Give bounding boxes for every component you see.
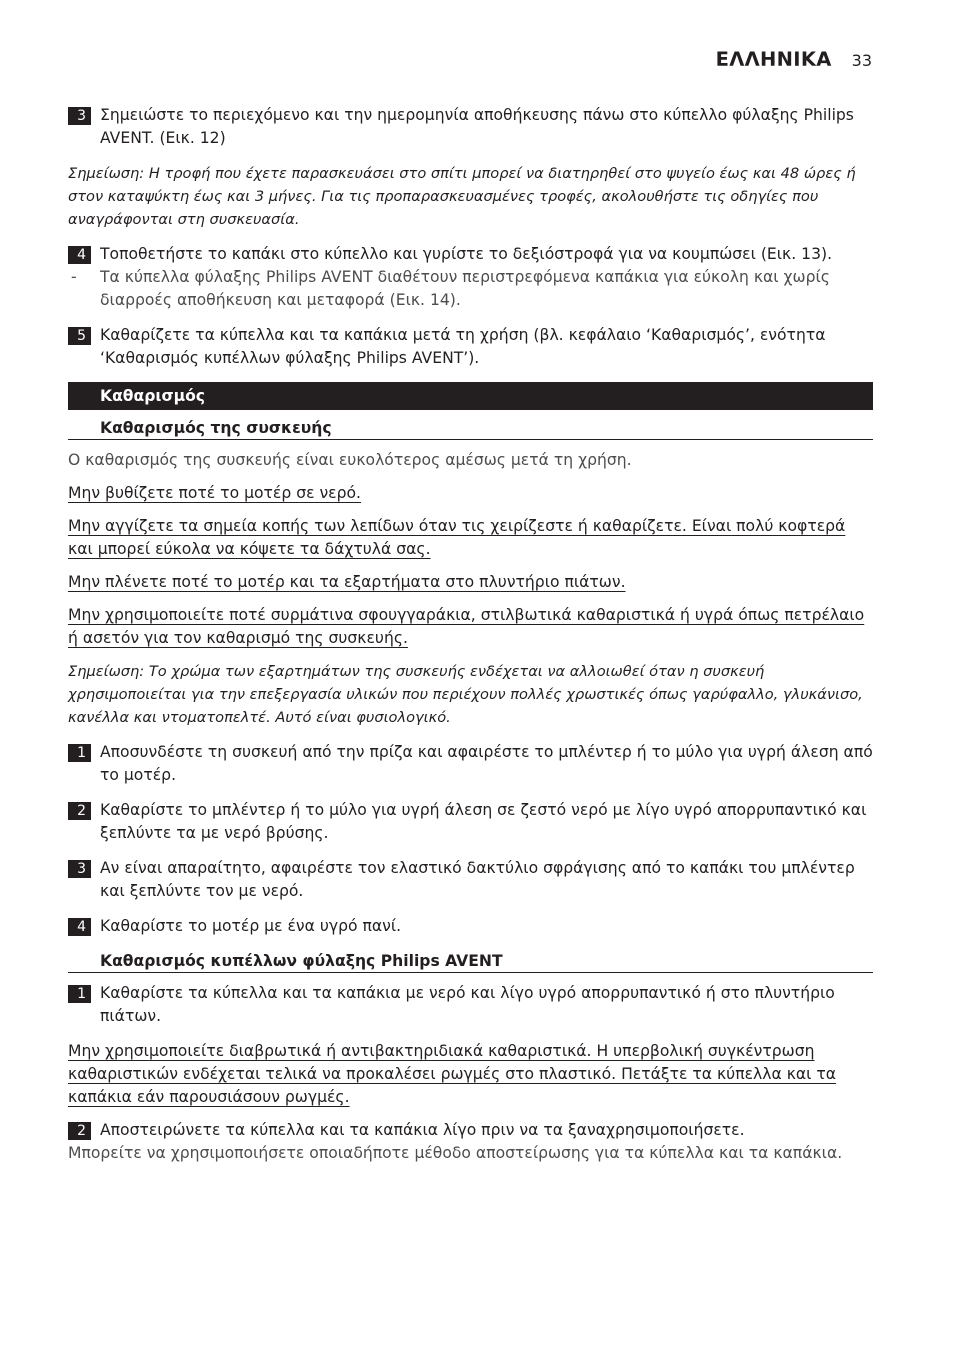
step-text: Καθαρίστε τα κύπελλα και τα καπάκια με νερό και λίγο υγρό απορρυπαντικό ή στο πλυντήριο πιάτων. [100, 984, 835, 1025]
warning-item: Μην αγγίζετε τα σημεία κοπής των λεπίδων όταν τις χειρίζεστε ή καθαρίζετε. Είναι πολύ κοφτερά και μπορεί εύκολα να κόψετε τα δάχτυλά σας. [68, 517, 846, 558]
step-number: 3 [68, 860, 91, 878]
step-text: Τοποθετήστε το καπάκι στο κύπελλο και γυρίστε το δεξιόστροφά για να κουμπώσει (Εικ. 13). [100, 245, 833, 263]
section-title-cleaning: Καθαρισμός [68, 382, 873, 410]
step-number: 1 [68, 744, 91, 762]
step-number: 3 [68, 107, 91, 125]
language-label: ΕΛΛΗΝΙΚΑ [715, 48, 832, 71]
page-number: 33 [851, 51, 872, 70]
note-discoloration: Σημείωση: Το χρώμα των εξαρτημάτων της συσκευής ενδέχεται να αλλοιωθεί όταν η συσκευή χρησιμοποιείται για την επεξεργασία υλικών που περιέχουν πολλές χρωστικές όπως γαρύφαλλο, γλυκάνισο, κανέλλα και ντοματοπελτέ. Αυτό είναι φυσιολογικό. [68, 663, 863, 726]
dash-mark: - [71, 268, 77, 286]
step-1-wash-cups [68, 982, 873, 1028]
dash-item [68, 266, 873, 312]
subsection-title-appliance: Καθαρισμός της συσκευής [68, 417, 873, 440]
step-text: Καθαρίστε το μοτέρ με ένα υγρό πανί. [100, 917, 402, 935]
sterilize-note: Μπορείτε να χρησιμοποιήσετε οποιαδήποτε μέθοδο αποστείρωσης για τα κύπελλα και τα καπάκια. [68, 1144, 843, 1162]
warning-item: Μην βυθίζετε ποτέ το μοτέρ σε νερό. [68, 484, 362, 502]
warning-item: Μην χρησιμοποιείτε ποτέ συρμάτινα σφουγγαράκια, στιλβωτικά καθαριστικά ή υγρά όπως πετρέλαιο ή ασετόν για τον καθαρισμό της συσκευής. [68, 606, 865, 647]
step-1-unplug [68, 741, 873, 787]
step-number: 2 [68, 1122, 91, 1140]
warning-item: Μην χρησιμοποιείτε διαβρωτικά ή αντιβακτηριδιακά καθαριστικά. Η υπερβολική συγκέντρωση καθαριστικών ενδέχεται τελικά να προκαλέσει ρωγμές στο πλαστικό. Πετάξτε τα κύπελλα και τα καπάκια εάν παρουσιάσουν ρωγμές. [68, 1042, 837, 1106]
step-number: 4 [68, 918, 91, 936]
step-3-label-cup [68, 104, 873, 150]
page-header [716, 48, 872, 71]
step-4-wipe-motor [68, 915, 873, 938]
dash-text: Τα κύπελλα φύλαξης Philips AVENT διαθέτουν περιστρεφόμενα καπάκια για εύκολη και χωρίς διαρροές αποθήκευση και μεταφορά (Εικ. 14). [100, 268, 830, 309]
step-text: Αποστειρώνετε τα κύπελλα και τα καπάκια λίγο πριν να τα ξαναχρησιμοποιήσετε. [100, 1121, 745, 1139]
step-text: Καθαρίστε το μπλέντερ ή το μύλο για υγρή άλεση σε ζεστό νερό με λίγο υγρό απορρυπαντικό και ξεπλύντε τα με νερό βρύσης. [100, 801, 867, 842]
step-2-wash-jar [68, 799, 873, 845]
intro-text: Ο καθαρισμός της συσκευής είναι ευκολότερος αμέσως μετά τη χρήση. [68, 451, 632, 469]
step-text: Καθαρίζετε τα κύπελλα και τα καπάκια μετά τη χρήση (βλ. κεφάλαιο ‘Καθαρισμός’, ενότητα ‘Καθαρισμός κυπέλλων φύλαξης Philips AVENT’). [100, 326, 826, 367]
step-text: Αν είναι απαραίτητο, αφαιρέστε τον ελαστικό δακτύλιο σφράγισης από το καπάκι του μπλέντερ και ξεπλύντε τον με νερό. [100, 859, 855, 900]
step-number: 5 [68, 327, 91, 345]
step-number: 1 [68, 985, 91, 1003]
step-number: 2 [68, 802, 91, 820]
step-5-clean [68, 324, 873, 370]
step-2-sterilize [68, 1119, 873, 1142]
step-text: Σημειώστε το περιεχόμενο και την ημερομηνία αποθήκευσης πάνω στο κύπελλο φύλαξης Philips AVENT. (Εικ. 12) [100, 106, 854, 147]
note-storage: Σημείωση: Η τροφή που έχετε παρασκευάσει στο σπίτι μπορεί να διατηρηθεί στο ψυγείο έως και 48 ώρες ή στον καταψύκτη έως και 3 μήνες. Για τις προπαρασκευασμένες τροφές, ακολουθήστε τις οδηγίες που αναγράφονται στη συσκευασία. [68, 165, 856, 228]
step-number: 4 [68, 246, 91, 264]
step-text: Αποσυνδέστε τη συσκευή από την πρίζα και αφαιρέστε το μπλέντερ ή το μύλο για υγρή άλεση από το μοτέρ. [100, 743, 873, 784]
step-3-sealing-ring [68, 857, 873, 903]
warning-item: Μην πλένετε ποτέ το μοτέρ και τα εξαρτήματα στο πλυντήριο πιάτων. [68, 573, 626, 591]
step-4-lid [68, 243, 873, 266]
page-content [68, 104, 873, 1165]
subsection-title-cups: Καθαρισμός κυπέλλων φύλαξης Philips AVENT [68, 950, 873, 973]
